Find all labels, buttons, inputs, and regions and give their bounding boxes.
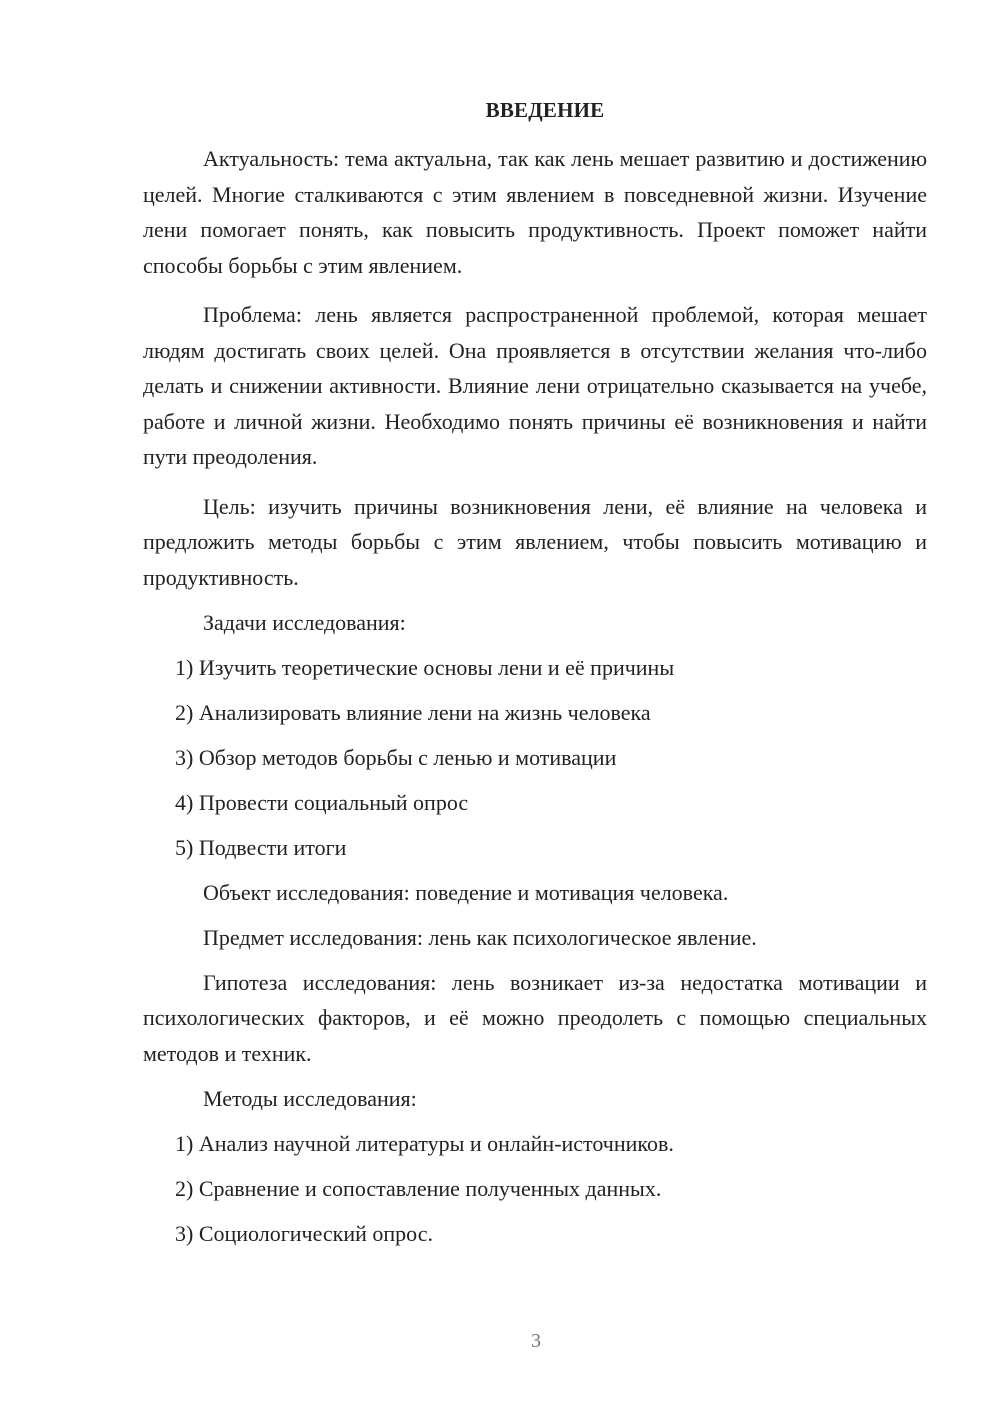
task-item: 3) Обзор методов борьбы с ленью и мотивации — [175, 744, 617, 770]
hypothesis-paragraph: Гипотеза исследования: лень возникает из-за недостатка мотивации и психологических факторов, и её можно преодолеть с помощью специальных методов и техник. — [143, 969, 927, 1066]
task-item: 5) Подвести итоги — [175, 834, 347, 860]
method-item: 2) Сравнение и сопоставление полученных данных. — [175, 1175, 662, 1201]
object-paragraph: Объект исследования: поведение и мотивация человека. — [203, 879, 729, 905]
actuality-paragraph: Актуальность: тема актуальна, так как лень мешает развитию и достижению целей. Многие сталкиваются с этим явлением в повседневной жизни. Изучение лени помогает понять, как повысить продуктивность. Проект поможет найти способы борьбы с этим явлением. — [143, 146, 927, 278]
task-item: 4) Провести социальный опрос — [175, 789, 469, 815]
subject-paragraph: Предмет исследования: лень как психологическое явление. — [203, 924, 757, 950]
page-number: 3 — [531, 1330, 541, 1352]
problem-paragraph: Проблема: лень является распространенной проблемой, которая мешает людям достигать своих целей. Она проявляется в отсутствии желания что-либо делать и снижении активности. Влияние лени отрицательно сказывается на учебе, работе и личной жизни. Необходимо понять причины её возникновения и найти пути преодоления. — [143, 302, 927, 469]
tasks-heading: Задачи исследования: — [203, 609, 406, 635]
methods-heading: Методы исследования: — [203, 1085, 417, 1111]
page-content — [143, 96, 927, 1251]
task-item: 2) Анализировать влияние лени на жизнь человека — [175, 699, 651, 725]
method-item: 1) Анализ научной литературы и онлайн-источников. — [175, 1130, 674, 1156]
task-item: 1) Изучить теоретические основы лени и её причины — [175, 654, 675, 680]
section-heading: ВВЕДЕНИЕ — [485, 98, 605, 122]
method-item: 3) Социологический опрос. — [175, 1220, 433, 1246]
goal-paragraph: Цель: изучить причины возникновения лени, её влияние на человека и предложить методы борьбы с этим явлением, чтобы повысить мотивацию и продуктивность. — [143, 493, 927, 590]
